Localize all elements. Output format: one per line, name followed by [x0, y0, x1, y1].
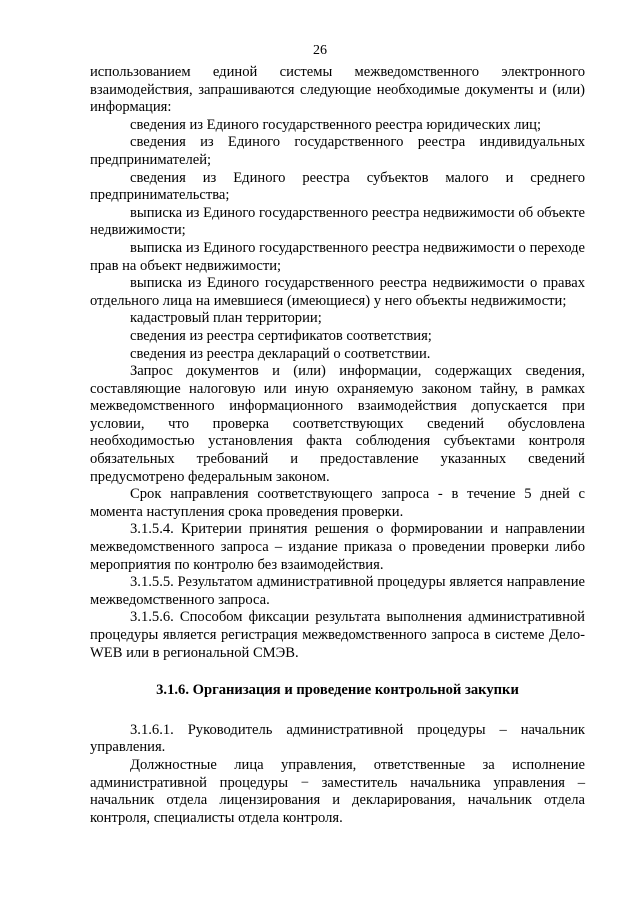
paragraph: 3.1.5.5. Результатом административной процедуры является направление межведомственного запроса. [90, 574, 585, 608]
list-item: сведения из Единого реестра субъектов малого и среднего предпринимательства; [90, 169, 585, 204]
paragraph: Запрос документов и (или) информации, содержащих сведения, составляющие налоговую или иную охраняемую законом тайну, в рамках межведомственного информационного взаимодействия допускается при условии, что проверка соответствующих сведений обусловлена необходимостью установления факта соблюдения субъектами контроля обязательных требований и предоставление указанных сведений предусмотрено федеральным законом. [90, 363, 585, 485]
list-item: сведения из Единого государственного реестра индивидуальных предпринимателей; [90, 134, 585, 168]
list-item: сведения из реестра деклараций о соответствии. [130, 345, 431, 362]
paragraph: Срок направления соответствующего запроса - в течение 5 дней с момента наступления срока проведения проверки. [90, 486, 585, 520]
paragraph: использованием единой системы межведомственного электронного взаимодействия, запрашиваются следующие необходимые документы и (или) информация: [90, 64, 585, 116]
paragraph: 3.1.6.1. Руководитель административной процедуры – начальник управления. [90, 721, 585, 756]
section-heading: 3.1.6. Организация и проведение контрольной закупки [156, 682, 519, 699]
paragraph: Должностные лица управления, ответственные за исполнение административной процедуры − заместитель начальника управления – начальник отдела лицензирования и декларирования, начальник отдела контроля, специалисты отдела контроля. [90, 756, 585, 826]
list-item: сведения из Единого государственного реестра юридических лиц; [130, 116, 542, 133]
paragraph: 3.1.5.6. Способом фиксации результата выполнения административной процедуры является регистрация межведомственного запроса в системе Дело-WEB или в региональной СМЭВ. [90, 609, 585, 661]
list-item: кадастровый план территории; [130, 310, 322, 327]
list-item: выписка из Единого государственного реестра недвижимости о переходе прав на объект недвижимости; [90, 239, 585, 274]
list-item: выписка из Единого государственного реестра недвижимости о правах отдельного лица на имевшиеся (имеющиеся) у него объекты недвижимости; [90, 275, 585, 309]
list-item: выписка из Единого государственного реестра недвижимости об объекте недвижимости; [90, 204, 585, 239]
list-item: сведения из реестра сертификатов соответствия; [130, 327, 432, 344]
paragraph: 3.1.5.4. Критерии принятия решения о формировании и направлении межведомственного запроса – издание приказа о проведении проверки либо мероприятия по контролю без взаимодействия. [90, 521, 585, 573]
document-body [90, 64, 585, 827]
page-number: 26 [313, 43, 327, 58]
